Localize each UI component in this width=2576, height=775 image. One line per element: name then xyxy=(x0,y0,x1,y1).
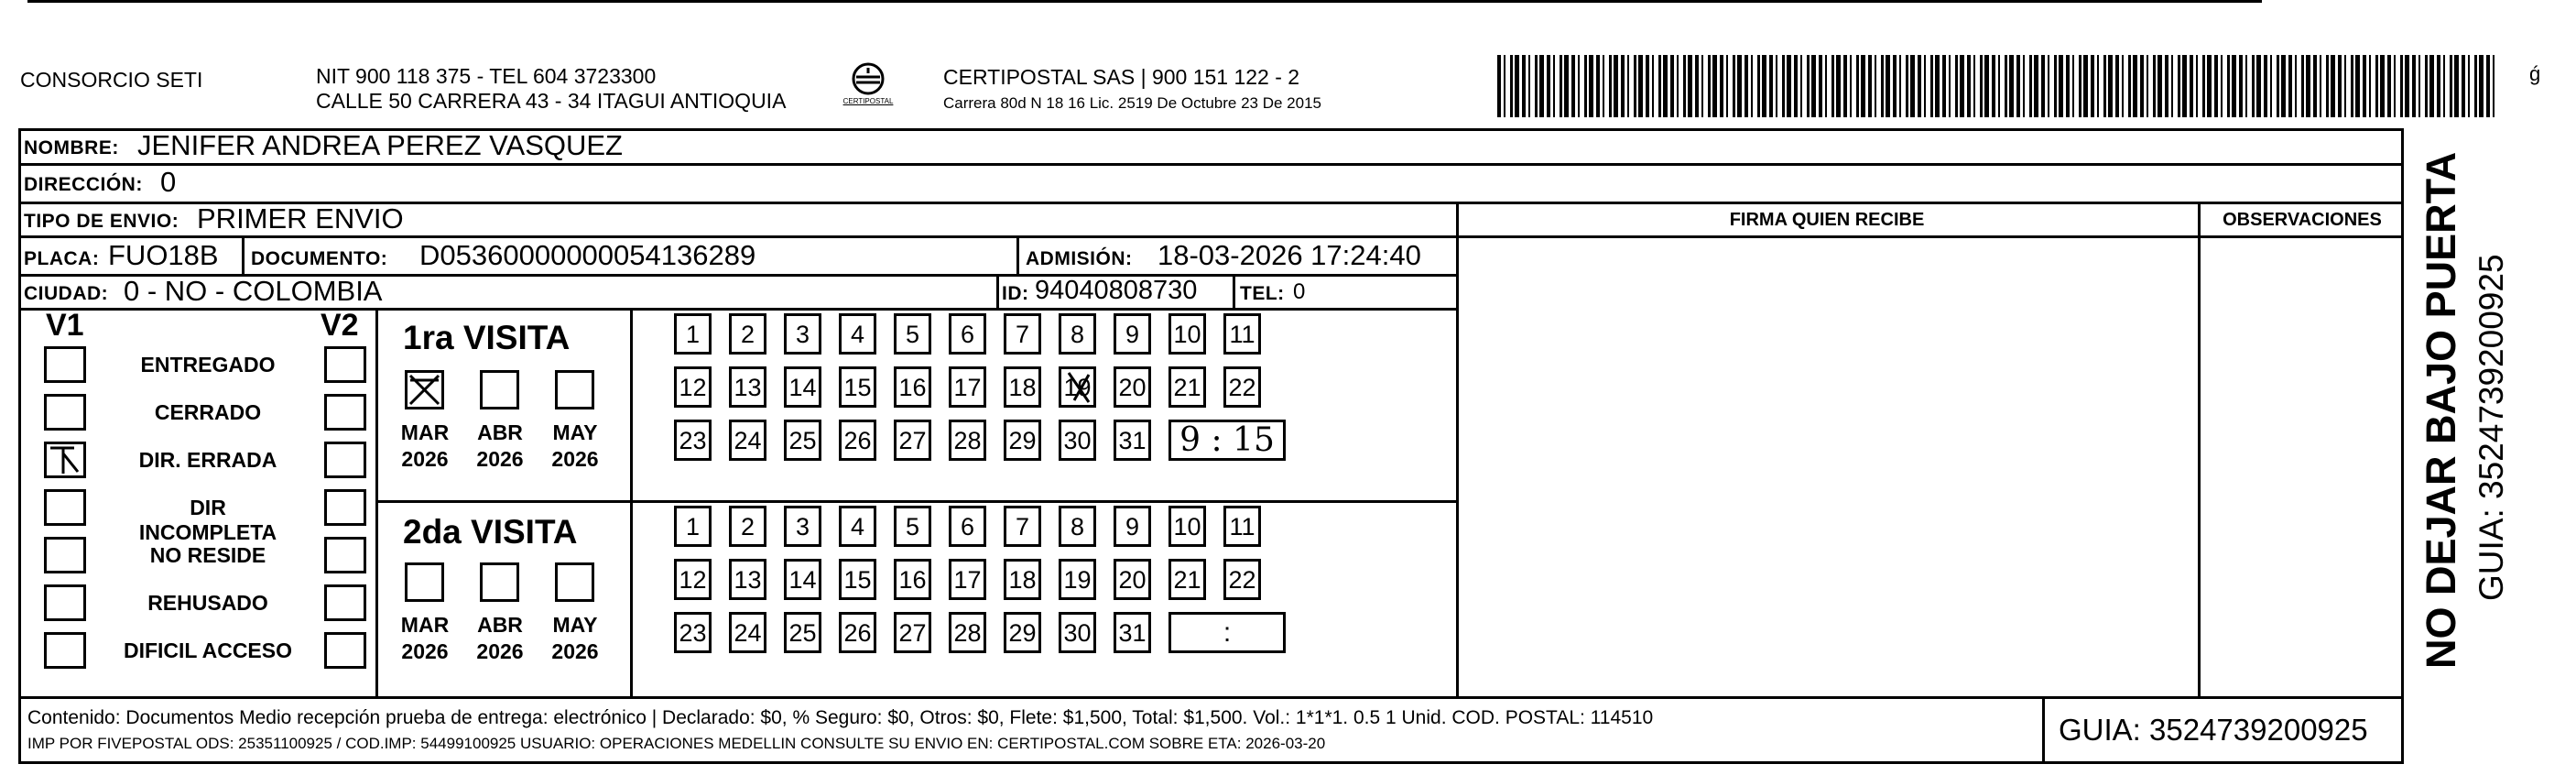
direccion-value: 0 xyxy=(160,166,177,198)
month-checkbox[interactable] xyxy=(555,370,594,409)
v1-label: V1 xyxy=(46,308,84,343)
day-box[interactable]: 14 xyxy=(784,559,821,600)
day-box[interactable]: 10 xyxy=(1168,506,1206,547)
day-box[interactable]: 25 xyxy=(784,612,821,653)
day-box[interactable]: 8 xyxy=(1059,506,1096,547)
no-dejar-bajo-puerta: NO DEJAR BAJO PUERTA xyxy=(2418,151,2464,669)
row-line-nombre xyxy=(18,163,2404,166)
status-label: NO RESIDE xyxy=(149,543,266,567)
day-box[interactable]: 28 xyxy=(949,420,986,461)
visit-middle-line xyxy=(375,500,1456,503)
firma-header-line xyxy=(1456,235,2404,238)
placa-value: FUO18B xyxy=(108,239,219,271)
day-box[interactable]: 5 xyxy=(894,313,931,355)
day-box[interactable]: 4 xyxy=(839,506,876,547)
day-box[interactable]: 21 xyxy=(1168,559,1206,600)
day-box[interactable]: 12 xyxy=(674,559,712,600)
row-line-ciudad xyxy=(18,308,1458,311)
tel-divider xyxy=(1233,274,1235,308)
v2-checkbox[interactable] xyxy=(324,632,366,669)
day-box[interactable]: 6 xyxy=(949,506,986,547)
corner-mark: ǵ xyxy=(2529,62,2541,85)
firma-label: FIRMA QUIEN RECIBE xyxy=(1729,210,1925,230)
barcode xyxy=(1497,55,2495,117)
status-label: DIFICIL ACCESO xyxy=(123,639,292,662)
day-box[interactable]: 12 xyxy=(674,366,712,408)
day-box[interactable]: 24 xyxy=(729,420,766,461)
day-box[interactable]: 2 xyxy=(729,313,766,355)
firma-left-border xyxy=(1456,202,1459,697)
month-label: MAR xyxy=(400,613,450,637)
day-box[interactable]: 18 xyxy=(1004,366,1041,408)
year-label: 2026 xyxy=(476,639,524,663)
day-box[interactable]: 13 xyxy=(729,559,766,600)
v1-checkbox[interactable] xyxy=(44,489,86,526)
day-box[interactable]: 27 xyxy=(894,612,931,653)
day-box[interactable]: 19 xyxy=(1059,559,1096,600)
direccion-label: DIRECCIÓN: xyxy=(24,174,143,195)
nombre-value: JENIFER ANDREA PEREZ VASQUEZ xyxy=(137,129,623,161)
row-line-footer xyxy=(18,696,2404,699)
footer-imp-line: IMP POR FIVEPOSTAL ODS: 25351100925 / COD.IMP: 54499100925 USUARIO: OPERACIONES MEDELLIN CONSULTE SU ENVIO EN: CERTIPOSTAL.COM SOBRE ETA: 2026-03-20 xyxy=(27,735,1326,752)
tipo-label: TIPO DE ENVIO: xyxy=(24,211,179,232)
year-label: 2026 xyxy=(476,447,524,471)
day-box[interactable]: 14 xyxy=(784,366,821,408)
day-box[interactable]: 9 xyxy=(1114,506,1151,547)
status-label: DIR. ERRADA xyxy=(138,448,277,472)
day-box[interactable]: 13 xyxy=(729,366,766,408)
day-box[interactable]: 30 xyxy=(1059,420,1096,461)
year-label: 2026 xyxy=(551,447,599,471)
day-box[interactable]: 22 xyxy=(1223,559,1261,600)
v2-checkbox[interactable] xyxy=(324,584,366,621)
day-box[interactable]: 29 xyxy=(1004,420,1041,461)
day-box[interactable]: 23 xyxy=(674,420,712,461)
documento-label: DOCUMENTO: xyxy=(251,248,388,269)
v1-checkbox[interactable] xyxy=(44,537,86,573)
day-box[interactable]: 15 xyxy=(839,559,876,600)
first-visit-title: 1ra VISITA xyxy=(403,319,571,356)
placa-divider xyxy=(242,235,245,274)
id-value: 94040808730 xyxy=(1035,276,1198,305)
day-box[interactable]: 5 xyxy=(894,506,931,547)
status-label: ENTREGADO xyxy=(140,353,276,377)
ciudad-value: 0 - NO - COLOMBIA xyxy=(124,275,383,307)
day-box[interactable]: 28 xyxy=(949,612,986,653)
day-box[interactable]: 20 xyxy=(1114,366,1151,408)
month-checkbox[interactable] xyxy=(405,370,444,409)
day-box[interactable]: 6 xyxy=(949,313,986,355)
id-label: ID: xyxy=(1002,283,1029,304)
month-checkbox[interactable] xyxy=(480,370,519,409)
day-box[interactable]: 16 xyxy=(894,559,931,600)
placa-label: PLACA: xyxy=(24,248,100,269)
day-box[interactable]: 25 xyxy=(784,420,821,461)
day-box[interactable]: 19 xyxy=(1059,366,1096,408)
v2-checkbox[interactable] xyxy=(324,442,366,478)
time-box[interactable]: : xyxy=(1168,612,1286,653)
day-box[interactable]: 31 xyxy=(1114,420,1151,461)
license-line: Carrera 80d N 18 16 Lic. 2519 De Octubre 23 De 2015 xyxy=(943,94,1321,112)
day-box[interactable]: 11 xyxy=(1223,313,1261,355)
day-box[interactable]: 30 xyxy=(1059,612,1096,653)
certipostal-logo xyxy=(836,60,900,115)
v2-checkbox[interactable] xyxy=(324,394,366,431)
ciudad-label: CIUDAD: xyxy=(24,283,109,304)
second-visit-title: 2da VISITA xyxy=(403,513,578,551)
observaciones-left-border xyxy=(2198,202,2201,697)
company-name: CONSORCIO SETI xyxy=(20,68,203,92)
month-label: ABR xyxy=(477,613,523,637)
status-label: DIR INCOMPLETA xyxy=(138,496,277,544)
admision-divider xyxy=(1016,235,1019,274)
day-box[interactable]: 3 xyxy=(784,313,821,355)
day-box[interactable]: 11 xyxy=(1223,506,1261,547)
v2-label: V2 xyxy=(321,308,359,343)
tipo-value: PRIMER ENVIO xyxy=(197,202,404,235)
day-box[interactable]: 31 xyxy=(1114,612,1151,653)
admision-label: ADMISIÓN: xyxy=(1026,248,1133,269)
v2-checkbox[interactable] xyxy=(324,346,366,383)
month-label: ABR xyxy=(477,420,523,444)
v1-checkbox[interactable] xyxy=(44,346,86,383)
v1-checkbox[interactable] xyxy=(44,584,86,621)
day-box[interactable]: 27 xyxy=(894,420,931,461)
check-mark-icon xyxy=(47,444,83,475)
address-line: CALLE 50 CARRERA 43 - 34 ITAGUI ANTIOQUIA xyxy=(316,89,787,113)
day-box[interactable]: 15 xyxy=(839,366,876,408)
day-box[interactable]: 22 xyxy=(1223,366,1261,408)
day-box[interactable]: 3 xyxy=(784,506,821,547)
day-box[interactable]: 9 xyxy=(1114,313,1151,355)
nit-line: NIT 900 118 375 - TEL 604 3723300 xyxy=(316,64,657,88)
day-box[interactable]: 17 xyxy=(949,559,986,600)
day-box[interactable]: 18 xyxy=(1004,559,1041,600)
day-box[interactable]: 23 xyxy=(674,612,712,653)
month-checkbox[interactable] xyxy=(555,562,594,602)
id-divider xyxy=(996,274,999,308)
day-box[interactable]: 20 xyxy=(1114,559,1151,600)
day-box[interactable]: 26 xyxy=(839,420,876,461)
day-box[interactable]: 1 xyxy=(674,506,712,547)
logo-text: CERTIPOSTAL xyxy=(842,97,894,105)
nombre-label: NOMBRE: xyxy=(24,137,119,158)
v2-checkbox[interactable] xyxy=(324,489,366,526)
admision-value: 18-03-2026 17:24:40 xyxy=(1158,239,1421,271)
day-box[interactable]: 7 xyxy=(1004,313,1041,355)
tel-label: TEL: xyxy=(1240,283,1285,304)
day-box[interactable]: 26 xyxy=(839,612,876,653)
year-label: 2026 xyxy=(401,639,449,663)
month-checkbox[interactable] xyxy=(405,562,444,602)
footer-guia-divider xyxy=(2042,696,2045,764)
day-box[interactable]: 10 xyxy=(1168,313,1206,355)
tel-value: 0 xyxy=(1293,279,1306,304)
day-box[interactable]: 1 xyxy=(674,313,712,355)
day-box[interactable]: 16 xyxy=(894,366,931,408)
status-label: REHUSADO xyxy=(147,591,268,615)
month-label: MAY xyxy=(552,613,598,637)
year-label: 2026 xyxy=(401,447,449,471)
v1-checkbox[interactable] xyxy=(44,394,86,431)
logo-emblem-icon xyxy=(836,60,900,115)
month-label: MAR xyxy=(400,420,450,444)
v2-checkbox[interactable] xyxy=(324,537,366,573)
observaciones-label: OBSERVACIONES xyxy=(2223,210,2382,230)
day-box[interactable]: 29 xyxy=(1004,612,1041,653)
month-checkbox[interactable] xyxy=(480,562,519,602)
v1-checkbox[interactable] xyxy=(44,632,86,669)
day-box[interactable]: 4 xyxy=(839,313,876,355)
day-box[interactable]: 21 xyxy=(1168,366,1206,408)
footer-guia: GUIA: 3524739200925 xyxy=(2059,713,2368,747)
row-line-tipo xyxy=(18,235,1458,238)
certipostal-line: CERTIPOSTAL SAS | 900 151 122 - 2 xyxy=(943,65,1300,89)
time-box[interactable]: 9 : 15 xyxy=(1168,420,1286,461)
month-label: MAY xyxy=(552,420,598,444)
footer-content-line: Contenido: Documentos Medio recepción prueba de entrega: electrónico | Declarado: $0, % Seguro: $0, Otros: $0, Flete: $1,500, Total: $1,500. Vol.: 1*1*1. 0.5 1 Unid. COD. POSTAL: 114510 xyxy=(27,707,1654,728)
day-box[interactable]: 7 xyxy=(1004,506,1041,547)
v1-checkbox[interactable] xyxy=(44,442,86,478)
documento-value: D05360000000054136289 xyxy=(419,239,756,271)
side-guia: GUIA: 3524739200925 xyxy=(2473,254,2510,601)
top-edge-line xyxy=(27,0,2262,3)
check-mark-icon xyxy=(408,373,441,407)
day-box[interactable]: 2 xyxy=(729,506,766,547)
status-label: CERRADO xyxy=(154,400,262,424)
day-box[interactable]: 8 xyxy=(1059,313,1096,355)
day-box[interactable]: 24 xyxy=(729,612,766,653)
day-box[interactable]: 17 xyxy=(949,366,986,408)
year-label: 2026 xyxy=(551,639,599,663)
